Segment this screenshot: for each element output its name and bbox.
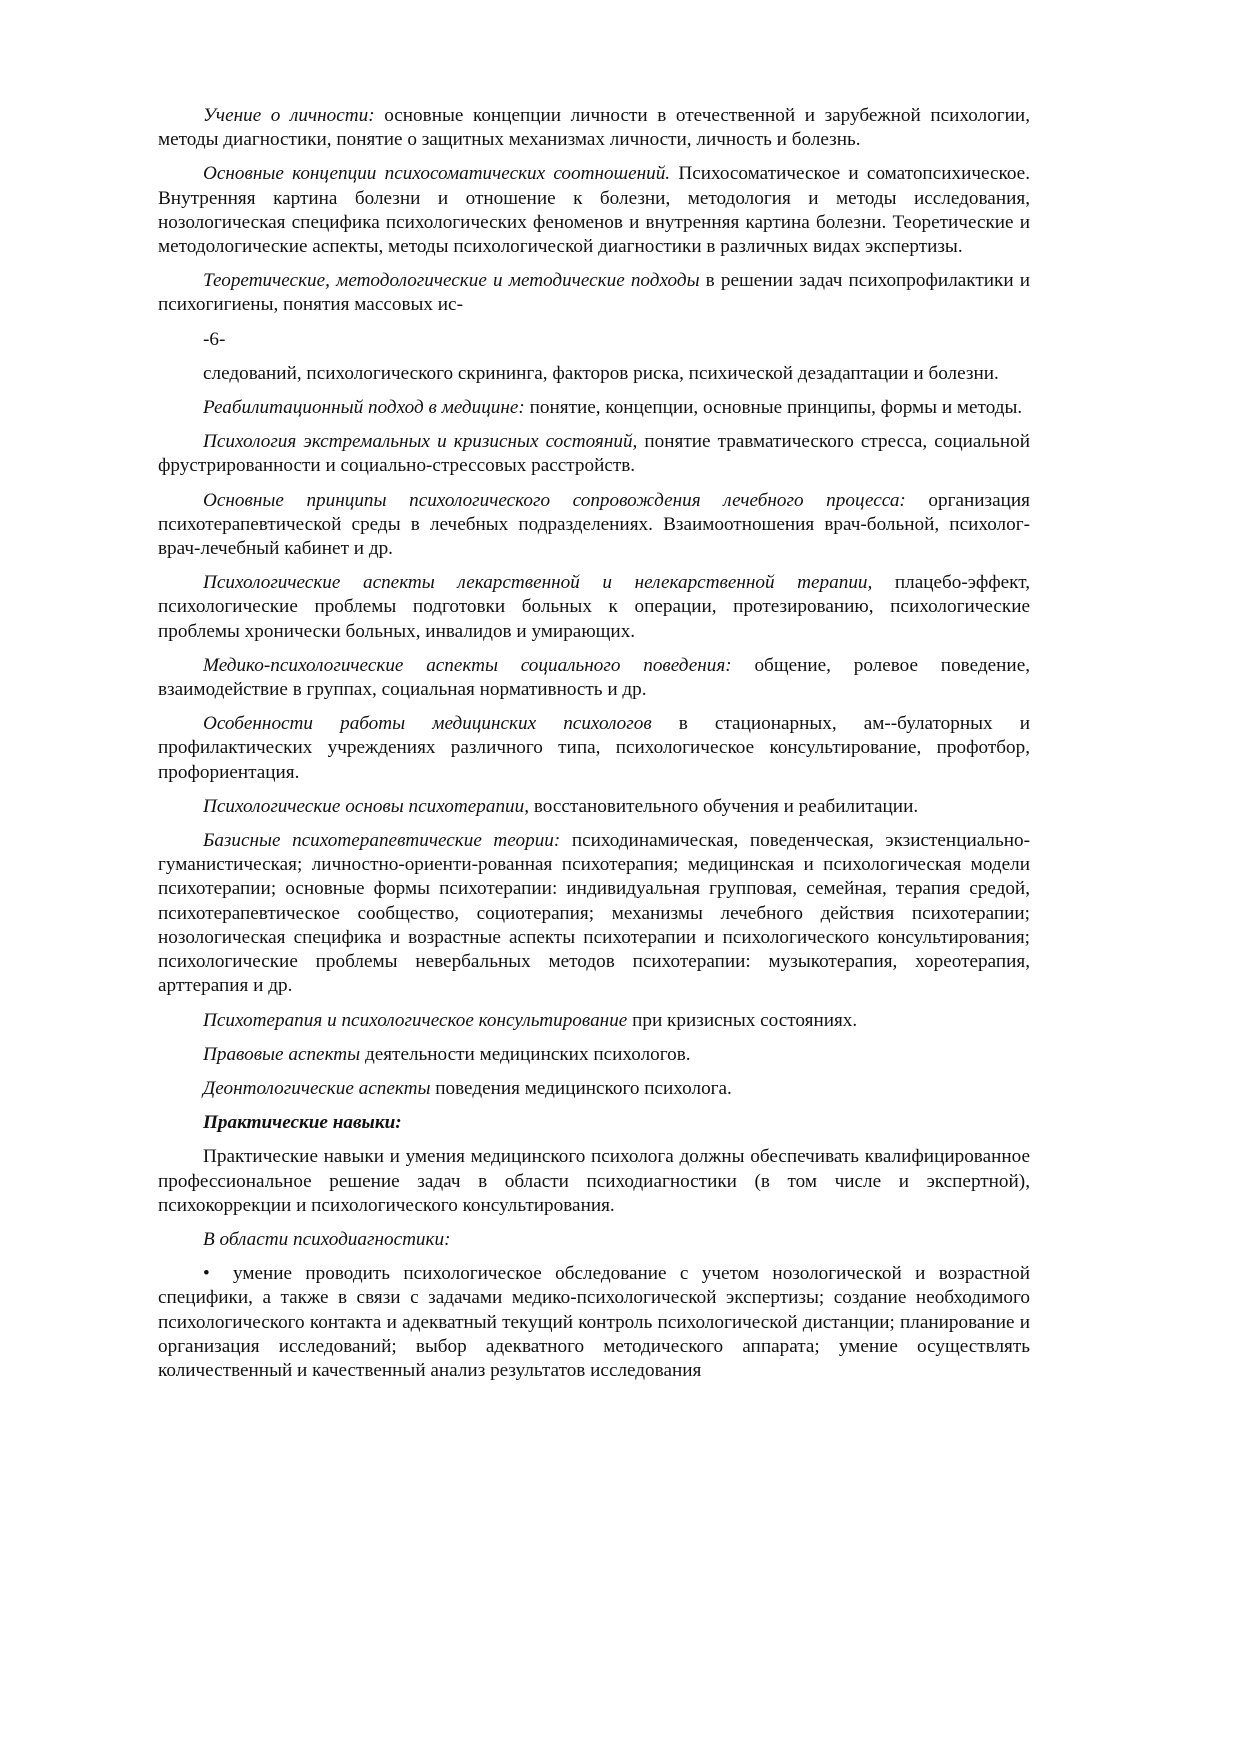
paragraph-text: в стационарных, ам--булаторных и профилактических учреждениях различного типа, психологическое консультирование, профотбор, профориентация. [158, 713, 1030, 783]
paragraph-lead: Психологические аспекты лекарственной и нелекарственной терапии, [203, 572, 873, 594]
paragraph-work-features [158, 712, 1030, 785]
paragraph-lead: Реабилитационный подход в медицине: [203, 397, 525, 419]
paragraph-lead: Психология экстремальных и кризисных состояний, [203, 431, 638, 453]
paragraph-lead: Учение о личности: [203, 105, 375, 126]
paragraph-basic-theories [158, 829, 1030, 998]
paragraph-text: при кризисных состояниях. [627, 1009, 858, 1031]
paragraph-lead: Медико-психологические аспекты социального поведения: [203, 654, 732, 676]
paragraph-text: понятие травматического стресса, социальной фрустрированности и социально-стрессовых расстройств. [158, 431, 1030, 477]
subsection-heading [158, 1228, 1030, 1252]
paragraph-deontology [158, 1077, 1030, 1101]
paragraph-social-behavior [158, 654, 1030, 702]
paragraph-text: Психосоматическое и соматопсихическое. Внутренняя картина болезни и отношение к болезни, методология и методы исследования, нозологическая специфика психологических феноменов и внутренняя картина болезни. Теоретические и методологические аспекты, методы психологической диагностики в различных видах экспертизы. [158, 163, 1030, 258]
subsection-heading-text: В области психодиагностики: [203, 1228, 451, 1250]
page-number: -6- [203, 328, 226, 350]
paragraph-rehabilitation [158, 396, 1030, 420]
paragraph-psychotherapy-basics [158, 795, 1030, 819]
paragraph-support-principles [158, 489, 1030, 562]
paragraph-lead: Основные принципы психологического сопровождения лечебного процесса: [203, 489, 906, 511]
paragraph-text: поведения медицинского психолога. [430, 1077, 732, 1099]
section-intro: Практические навыки и умения медицинского психолога должны обеспечивать квалифицированное профессиональное решение задач в области психодиагностики (в том числе и экспертной), психокоррекции и психологического консультирования. [158, 1146, 1030, 1216]
paragraph-lead: Базисные психотерапевтические теории: [203, 830, 561, 852]
paragraph-lead: Правовые аспекты [203, 1043, 361, 1065]
paragraph-lead: Психотерапия и психологическое консультирование [203, 1009, 628, 1031]
document-page [158, 104, 1030, 1393]
paragraph-text: следований, психологического скрининга, факторов риска, психической дезадаптации и болезни. [203, 362, 999, 384]
paragraph-psychosomatic [158, 162, 1030, 259]
paragraph-text: общение, ролевое поведение, взаимодействие в группах, социальная нормативность и др. [158, 654, 1031, 701]
paragraph-text: в решении задач психопрофилактики и психогигиены, понятия массовых ис- [158, 270, 1030, 316]
paragraph-text: понятие, концепции, основные принципы, формы и методы. [524, 397, 1023, 419]
bullet-text: умение проводить психологическое обследование с учетом нозологической и возрастной специфики, а также в связи с задачами медико-психологической экспертизы; создание необходимого психологического контакта и адекватный текущий контроль психологической дистанции; планирование и организация исследований; выбор адекватного методического аппарата; умение осуществлять количественный и качественный анализ результатов исследования [158, 1263, 1030, 1381]
paragraph-lead: Деонтологические аспекты [203, 1077, 431, 1099]
paragraph-lead: Основные концепции психосоматических соотношений. [203, 163, 671, 185]
paragraph-text: плацебо-эффект, психологические проблемы подготовки больных к операции, протезированию, психологические проблемы хронически больных, инвалидов и умирающих. [158, 572, 1030, 642]
paragraph-text: организация психотерапевтической среды в лечебных подразделениях. Взаимоотношения врач-больной, психолог-врач-лечебный кабинет и др. [158, 489, 1030, 560]
paragraph-approaches [158, 269, 1030, 317]
paragraph-text: восстановительного обучения и реабилитации. [529, 795, 919, 817]
section-heading [158, 1111, 1030, 1135]
paragraph-extreme-states [158, 430, 1030, 478]
paragraph-personality [158, 104, 1030, 152]
paragraph-text: основные концепции личности в отечественной и зарубежной психологии, методы диагностики, понятие о защитных механизмах личности, личность и болезнь. [158, 105, 1030, 151]
paragraph-therapy-aspects [158, 571, 1030, 644]
paragraph-lead: Психологические основы психотерапии, [203, 795, 530, 817]
bullet-item [158, 1262, 1030, 1383]
paragraph-lead: Теоретические, методологические и методические подходы [203, 270, 700, 292]
paragraph-text: психодинамическая, поведенческая, экзистенциально-гуманистическая; личностно-ориенти-рованная психотерапия; медицинская и психологическая модели психотерапии; основные формы психотерапии: индивидуальная групповая, семейная, терапия средой, психотерапевтическое сообщество, социотерапия; механизмы лечебного действия психотерапии; нозологическая специфика и возрастные аспекты психотерапии и психологического консультирования; психологические проблемы невербальных методов психотерапии: музыкотерапия, хореотерапия, арттерапия и др. [158, 830, 1030, 997]
section-heading-text: Практические навыки: [203, 1112, 402, 1134]
paragraph-continuation [158, 362, 1030, 386]
paragraph-lead: Особенности работы медицинских психологов [203, 713, 652, 735]
paragraph-text: деятельности медицинских психологов. [360, 1043, 691, 1065]
paragraph-legal-aspects [158, 1043, 1030, 1067]
bullet-icon: • [203, 1263, 210, 1285]
paragraph-crisis-counseling [158, 1009, 1030, 1033]
